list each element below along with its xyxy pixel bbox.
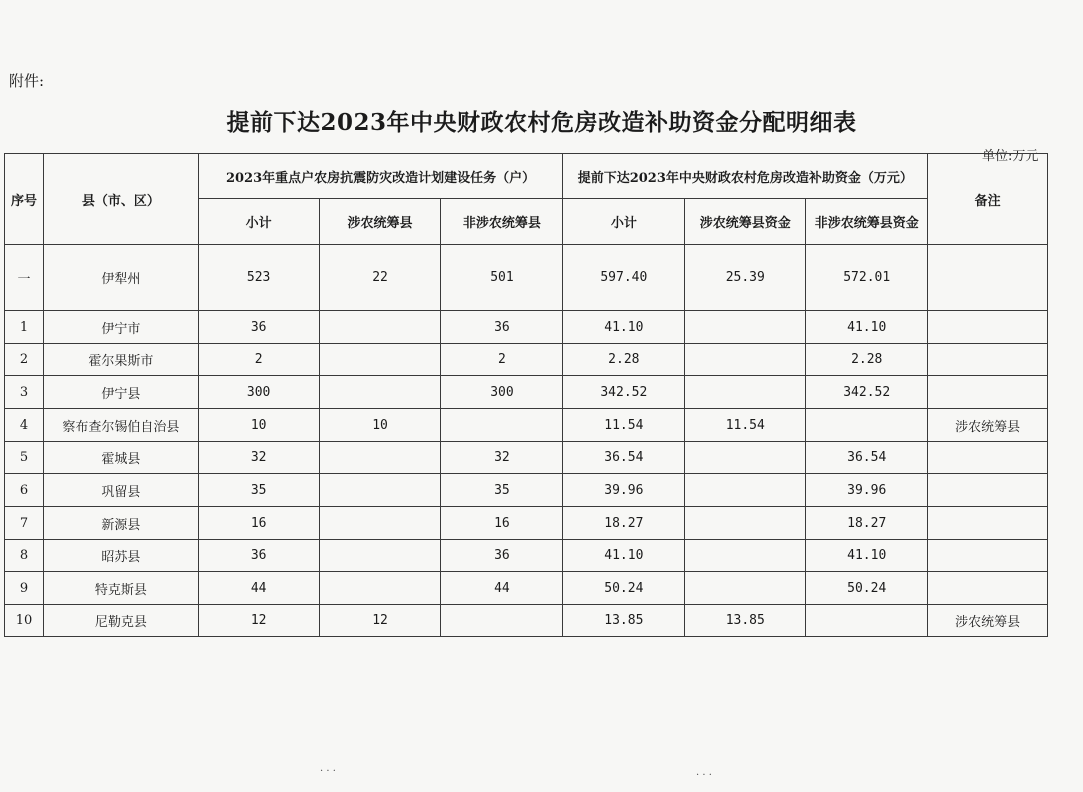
scan-speck-left: · · ·	[320, 766, 336, 777]
row-county: 察布查尔锡伯自治县	[43, 409, 198, 442]
row-funds-nonagri: 572.01	[806, 245, 928, 311]
row-tasks-subtotal: 300	[198, 376, 319, 409]
row-county: 新源县	[43, 507, 198, 540]
row-funds-nonagri: 39.96	[806, 474, 928, 507]
row-remark	[928, 474, 1048, 507]
row-funds-agri	[685, 311, 806, 344]
row-seq: 6	[5, 474, 44, 507]
row-county: 伊宁市	[43, 311, 198, 344]
row-tasks-nonagri: 2	[441, 344, 563, 376]
row-county: 特克斯县	[43, 572, 198, 605]
row-funds-subtotal: 18.27	[563, 507, 685, 540]
row-county: 霍城县	[43, 442, 198, 474]
row-funds-nonagri	[806, 605, 928, 637]
row-remark	[928, 245, 1048, 311]
row-tasks-agri	[319, 507, 441, 540]
row-remark	[928, 311, 1048, 344]
attachment-label: 附件:	[9, 72, 45, 90]
document-title: 提前下达2023年中央财政农村危房改造补助资金分配明细表	[226, 109, 857, 136]
row-county: 伊宁县	[43, 376, 198, 409]
row-funds-agri	[685, 507, 806, 540]
row-tasks-nonagri: 32	[441, 442, 563, 474]
row-tasks-subtotal: 523	[198, 245, 319, 311]
row-funds-nonagri: 2.28	[806, 344, 928, 376]
row-tasks-agri	[319, 344, 441, 376]
row-funds-agri: 11.54	[685, 409, 806, 442]
table-row	[5, 605, 1048, 637]
row-tasks-nonagri: 44	[441, 572, 563, 605]
row-funds-subtotal: 41.10	[563, 540, 685, 572]
row-seq: 5	[5, 442, 44, 474]
row-tasks-subtotal: 36	[198, 540, 319, 572]
row-funds-subtotal: 36.54	[563, 442, 685, 474]
table-row	[5, 409, 1048, 442]
row-funds-subtotal: 2.28	[563, 344, 685, 376]
row-tasks-nonagri: 300	[441, 376, 563, 409]
row-seq: 7	[5, 507, 44, 540]
row-tasks-agri	[319, 572, 441, 605]
row-tasks-agri: 10	[319, 409, 441, 442]
row-remark	[928, 507, 1048, 540]
table-row	[5, 376, 1048, 409]
row-tasks-subtotal: 44	[198, 572, 319, 605]
row-seq: 一	[5, 245, 44, 311]
row-funds-subtotal: 39.96	[563, 474, 685, 507]
row-tasks-agri: 22	[319, 245, 441, 311]
row-tasks-nonagri: 35	[441, 474, 563, 507]
header-funds-group: 提前下达2023年中央财政农村危房改造补助资金（万元）	[563, 154, 928, 199]
row-tasks-nonagri: 501	[441, 245, 563, 311]
allocation-table	[4, 153, 1048, 637]
table-row	[5, 474, 1048, 507]
header-tasks-subtotal: 小计	[198, 199, 319, 245]
row-funds-agri	[685, 442, 806, 474]
table-row	[5, 442, 1048, 474]
row-seq: 9	[5, 572, 44, 605]
header-county: 县（市、区）	[43, 154, 198, 245]
row-funds-agri	[685, 572, 806, 605]
table-row	[5, 344, 1048, 376]
row-county: 伊犁州	[43, 245, 198, 311]
row-funds-agri: 13.85	[685, 605, 806, 637]
row-tasks-agri	[319, 311, 441, 344]
row-tasks-nonagri: 36	[441, 311, 563, 344]
row-tasks-agri	[319, 540, 441, 572]
header-funds-nonagri: 非涉农统筹县资金	[806, 199, 928, 245]
row-remark	[928, 442, 1048, 474]
unit-label: 单位:万元	[982, 149, 1039, 164]
row-seq: 8	[5, 540, 44, 572]
header-seq: 序号	[5, 154, 44, 245]
header-remark: 备注	[928, 154, 1048, 245]
header-funds-agri: 涉农统筹县资金	[685, 199, 806, 245]
row-funds-agri	[685, 344, 806, 376]
row-funds-subtotal: 11.54	[563, 409, 685, 442]
row-tasks-agri	[319, 474, 441, 507]
header-tasks-nonagri: 非涉农统筹县	[441, 199, 563, 245]
row-funds-subtotal: 41.10	[563, 311, 685, 344]
row-funds-agri: 25.39	[685, 245, 806, 311]
table-row	[5, 540, 1048, 572]
row-seq: 10	[5, 605, 44, 637]
row-funds-nonagri: 41.10	[806, 311, 928, 344]
row-remark	[928, 344, 1048, 376]
header-tasks-agri: 涉农统筹县	[319, 199, 441, 245]
row-tasks-agri: 12	[319, 605, 441, 637]
scan-speck-right: · · ·	[696, 770, 712, 781]
row-funds-nonagri: 18.27	[806, 507, 928, 540]
row-tasks-subtotal: 2	[198, 344, 319, 376]
row-remark	[928, 540, 1048, 572]
row-funds-subtotal: 342.52	[563, 376, 685, 409]
row-tasks-subtotal: 10	[198, 409, 319, 442]
row-seq: 1	[5, 311, 44, 344]
row-tasks-agri	[319, 442, 441, 474]
row-funds-nonagri: 41.10	[806, 540, 928, 572]
table-row	[5, 572, 1048, 605]
row-funds-nonagri: 50.24	[806, 572, 928, 605]
row-remark	[928, 572, 1048, 605]
row-county: 霍尔果斯市	[43, 344, 198, 376]
row-funds-subtotal: 50.24	[563, 572, 685, 605]
row-funds-subtotal: 597.40	[563, 245, 685, 311]
row-funds-agri	[685, 474, 806, 507]
row-funds-agri	[685, 376, 806, 409]
row-tasks-subtotal: 32	[198, 442, 319, 474]
row-seq: 3	[5, 376, 44, 409]
row-funds-subtotal: 13.85	[563, 605, 685, 637]
row-county: 昭苏县	[43, 540, 198, 572]
header-funds-subtotal: 小计	[563, 199, 685, 245]
header-tasks-group: 2023年重点户农房抗震防灾改造计划建设任务（户）	[198, 154, 563, 199]
row-funds-nonagri: 36.54	[806, 442, 928, 474]
row-tasks-nonagri	[441, 409, 563, 442]
row-remark	[928, 376, 1048, 409]
row-county: 尼勒克县	[43, 605, 198, 637]
table-row	[5, 507, 1048, 540]
row-tasks-agri	[319, 376, 441, 409]
row-tasks-nonagri: 16	[441, 507, 563, 540]
table-row	[5, 245, 1048, 311]
row-remark: 涉农统筹县	[928, 409, 1048, 442]
row-funds-nonagri	[806, 409, 928, 442]
row-funds-agri	[685, 540, 806, 572]
row-funds-nonagri: 342.52	[806, 376, 928, 409]
row-tasks-nonagri	[441, 605, 563, 637]
row-tasks-subtotal: 36	[198, 311, 319, 344]
row-tasks-subtotal: 16	[198, 507, 319, 540]
row-tasks-subtotal: 12	[198, 605, 319, 637]
row-tasks-nonagri: 36	[441, 540, 563, 572]
row-tasks-subtotal: 35	[198, 474, 319, 507]
row-county: 巩留县	[43, 474, 198, 507]
table-row	[5, 311, 1048, 344]
row-remark: 涉农统筹县	[928, 605, 1048, 637]
row-seq: 4	[5, 409, 44, 442]
row-seq: 2	[5, 344, 44, 376]
